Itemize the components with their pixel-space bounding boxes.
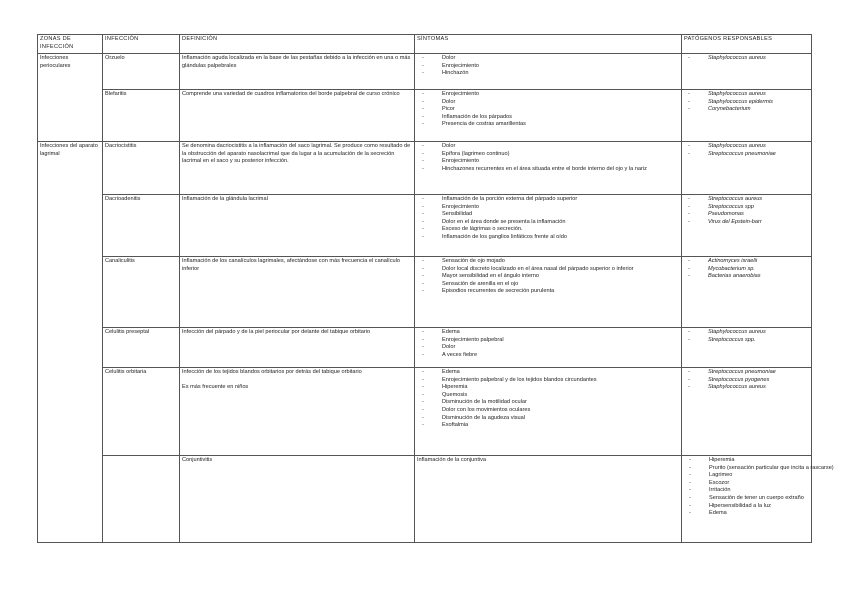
definition-text: Infección del párpado y de la piel periocular por delante del tabique orbitario	[182, 329, 371, 335]
list-item: - Exceso de lágrimas o secreción.	[417, 226, 679, 234]
symptoms-cell	[415, 368, 682, 456]
list-item: - Enrojecimiento	[417, 158, 679, 166]
header-infection: INFECCIÓN	[103, 35, 180, 54]
list-item: - Staphylococcus epidermis	[684, 99, 809, 107]
list-item: - Streptococcus pneumoniae	[684, 369, 809, 377]
zone-cell-empty	[103, 456, 180, 543]
definition-text: Se denomina dacriocistitis a la inflamación del saco lagrimal. Se produce como resultado de la obstrucción del aparato nasolacrimal que da lugar a la acumulación de la secreción lacrimal en el saco y su posterior infección.	[182, 143, 411, 165]
table-row	[38, 456, 812, 543]
symptoms-cell	[415, 142, 682, 195]
list-item: - Presencia de costras amarillentas	[417, 121, 679, 129]
list-item: - Hiperemia	[417, 384, 679, 392]
header-symptoms: SÍNTOMAS	[415, 35, 682, 54]
list-item: - Dolor	[417, 99, 679, 107]
definition-cell	[180, 257, 415, 328]
header-pathogens: PATÓGENOS RESPONSABLES	[682, 35, 812, 54]
list-item: - Dolor	[417, 344, 679, 352]
list-item: - Streptococcus pyogenes	[684, 377, 809, 385]
list-item: - Virus del Epstein-barr	[684, 219, 809, 227]
table-header-row	[38, 35, 812, 54]
list-item: - Enrojecimiento	[417, 204, 679, 212]
table-row	[38, 142, 812, 195]
header-zone: ZONAS DE INFECCIÓN	[38, 35, 103, 54]
table-row	[38, 328, 812, 368]
list-item: - Lagrimeo	[684, 472, 809, 480]
list-item: - Edema	[417, 369, 679, 377]
list-item: - Enrojecimiento palpebral y de los tejidos blandos circundantes	[417, 377, 679, 385]
definition-cell	[180, 142, 415, 195]
infection-cell: Celulitis orbitaria	[103, 368, 180, 456]
symptoms-cell	[415, 257, 682, 328]
infection-cell: Blefaritis	[103, 90, 180, 142]
list-item: - Hinchazones recurrentes en el área situada entre el borde interno del ojo y la nariz	[417, 166, 679, 174]
definition-cell	[180, 54, 415, 90]
symptoms-cell	[415, 54, 682, 90]
definition-note: Es más frecuente en niños	[182, 383, 249, 390]
infection-cell: Dacrioadenitis	[103, 195, 180, 257]
list-item: - A veces fiebre	[417, 352, 679, 360]
list-item: - Actinomyces israelii	[684, 258, 809, 266]
list-item: - Episodios recurrentes de secreción purulenta	[417, 288, 679, 296]
list-item: - Streptococcus pneumoniae	[684, 151, 809, 159]
header-definition: DEFINICIÓN	[180, 35, 415, 54]
list-item: - Sensación de ojo mojado	[417, 258, 679, 266]
list-item: - Hiperemia	[684, 457, 809, 465]
infection-cell: Canaliculitis	[103, 257, 180, 328]
list-item: - Dolor	[417, 143, 679, 151]
list-item: - Mycobacterium sp.	[684, 266, 809, 274]
list-item: - Staphylococcus aureus	[684, 91, 809, 99]
symptoms-cell	[415, 195, 682, 257]
list-item: - Inflamación de la porción externa del párpado superior	[417, 196, 679, 204]
list-item: - Disminución de la agudeza visual	[417, 415, 679, 423]
zone-cell: Infecciones perioculares	[38, 54, 103, 142]
list-item: - Sensación de tener un cuerpo extraño	[684, 495, 809, 503]
infection-cell: Orzuelo	[103, 54, 180, 90]
list-item: - Sensibilidad	[417, 211, 679, 219]
table-row	[38, 368, 812, 456]
list-item: - Staphylococcus aureus	[684, 143, 809, 151]
infection-table	[37, 34, 834, 543]
definition-cell	[180, 195, 415, 257]
table-row	[38, 90, 812, 142]
list-item: - Edema	[417, 329, 679, 337]
list-item: - Irritación	[684, 487, 809, 495]
list-item: - Inflamación de los párpados	[417, 114, 679, 122]
definition-text: Inflamación aguda localizada en la base de las pestañas debido a la infección en una o más glándulas palpebrales	[182, 55, 411, 69]
pathogens-cell	[682, 54, 812, 90]
list-item: - Streptococcus aureus	[684, 196, 809, 204]
definition-cell	[180, 328, 415, 368]
definition-text: Inflamación de la conjuntiva	[417, 457, 487, 463]
document-page	[37, 34, 834, 543]
list-item: - Picor	[417, 106, 679, 114]
table-row	[38, 195, 812, 257]
list-item: - Enrojecimiento	[417, 63, 679, 71]
infection-cell: Dacriocistitis	[103, 142, 180, 195]
list-item: - Hipersensibilidad a la luz	[684, 503, 809, 511]
list-item: - Inflamación de los ganglios linfáticos frente al oído	[417, 234, 679, 242]
definition-text: Inflamación de la glándula lacrimal	[182, 196, 268, 202]
list-item: - Streptococcus spp	[684, 204, 809, 212]
list-item: - Pseudomonas	[684, 211, 809, 219]
list-item: - Epífora (lagrimeo continuo)	[417, 151, 679, 159]
symptoms-cell	[682, 456, 834, 543]
list-item: - Hinchazón	[417, 70, 679, 78]
list-item: - Edema	[684, 510, 809, 518]
list-item: - Sensación de arenilla en el ojo	[417, 281, 679, 289]
list-item: - Bacterias anaerobias	[684, 273, 809, 281]
symptoms-cell	[415, 90, 682, 142]
definition-cell	[415, 456, 682, 543]
list-item: - Dolor local discreto localizado en el área nasal del párpado superior o inferior	[417, 266, 679, 274]
list-item: - Enrojecimiento	[417, 91, 679, 99]
definition-text: Inflamación de los canalículos lagrimales, afectándose con más frecuencia el canalículo inferior	[182, 258, 400, 272]
list-item: - Staphylococcus aureus	[684, 329, 809, 337]
list-item: - Corynebacterium	[684, 106, 809, 114]
definition-cell	[180, 90, 415, 142]
list-item: - Enrojecimiento palpebral	[417, 337, 679, 345]
table-row	[38, 54, 812, 90]
pathogens-cell	[682, 195, 812, 257]
pathogens-cell	[682, 257, 812, 328]
list-item: - Staphylococcus aureus	[684, 55, 809, 63]
definition-text: Comprende una variedad de cuadros inflamatorios del borde palpebral de curso crónico	[182, 91, 400, 97]
infection-cell: Celulitis preseptal	[103, 328, 180, 368]
list-item: - Prurito (sensación particular que incita a rascarse)	[684, 465, 809, 473]
zone-cell: Infecciones del aparato lagrimal	[38, 142, 103, 543]
definition-cell	[180, 368, 415, 456]
list-item: - Dolor	[417, 55, 679, 63]
list-item: - Mayor sensibilidad en el ángulo interno	[417, 273, 679, 281]
list-item: - Dolor en el área donde se presenta la inflamación	[417, 219, 679, 227]
symptoms-cell	[415, 328, 682, 368]
list-item: - Streptococcus spp.	[684, 337, 809, 345]
definition-text: Infección de los tejidos blandos orbitarios por detrás del tabique orbitario	[182, 369, 362, 375]
table-row	[38, 257, 812, 328]
list-item: - Disminución de la motilidad ocular	[417, 399, 679, 407]
list-item: - Staphylococcus aureus	[684, 384, 809, 392]
pathogens-cell	[682, 368, 812, 456]
list-item: - Escozor	[684, 480, 809, 488]
pathogens-cell	[682, 328, 812, 368]
list-item: - Exoftalmia	[417, 422, 679, 430]
pathogens-cell	[682, 90, 812, 142]
pathogens-cell	[682, 142, 812, 195]
list-item: - Quemosis	[417, 392, 679, 400]
list-item: - Dolor con los movimientos oculares	[417, 407, 679, 415]
infection-cell: Conjuntivitis	[180, 456, 415, 543]
